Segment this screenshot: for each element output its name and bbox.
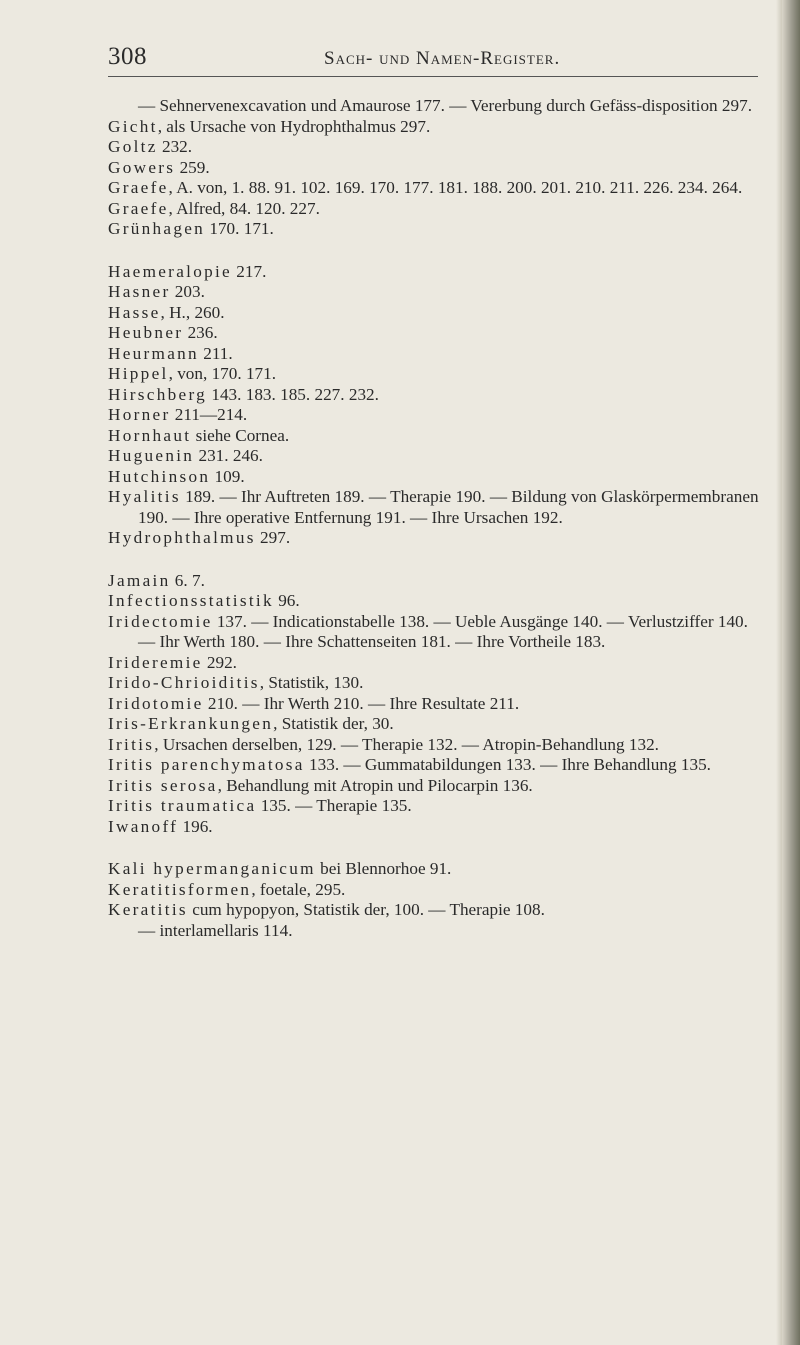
entry-headword: Heubner: [108, 323, 184, 342]
entry-references: , Behandlung mit Atropin und Pilocarpin 136.: [217, 775, 533, 795]
entry-headword: Hasse: [108, 302, 161, 322]
entry-headword: Irido-Chrioiditis: [108, 673, 260, 692]
entry-headword: Huguenin: [108, 446, 195, 465]
entry-references: — interlamellaris 114.: [138, 920, 293, 940]
entry-references: , Statistik, 130.: [259, 673, 364, 692]
header-rule: [108, 76, 758, 77]
index-entry: [108, 323, 768, 344]
entry-references: cum hypopyon, Statistik der, 100. — Therapie 108.: [187, 900, 545, 919]
index-entry: [108, 467, 768, 488]
index-entry: [108, 262, 768, 283]
index-entry: [108, 219, 768, 240]
index-entry: [108, 694, 768, 715]
entry-references: , foetale, 295.: [251, 879, 346, 899]
index-entry: [108, 178, 768, 199]
entry-references: 135. — Therapie 135.: [256, 796, 412, 815]
index-entry: [108, 735, 768, 756]
index-entry: [108, 385, 768, 406]
entry-references: 133. — Gummatabildungen 133. — Ihre Behandlung 135.: [304, 755, 711, 774]
index-entry: [108, 859, 768, 880]
page-header: [108, 43, 748, 73]
index-entry: [108, 591, 768, 612]
group-spacer: [108, 549, 768, 571]
entry-headword: Iritis traumatica: [108, 796, 257, 815]
entry-headword: Hornhaut: [108, 425, 192, 445]
index-entry: [108, 282, 768, 303]
entry-references: 210. — Ihr Werth 210. — Ihre Resultate 211.: [203, 693, 520, 713]
entry-references: , von, 170. 171.: [168, 364, 277, 383]
entry-references: 203.: [170, 282, 205, 301]
running-title: Sach- und Namen-Register.: [324, 48, 561, 69]
index-entry: [108, 900, 768, 921]
index-entry: [108, 796, 768, 817]
index-entry: [108, 528, 768, 549]
index-entry: [108, 673, 768, 694]
index-entry: [108, 776, 768, 797]
group-spacer: [108, 837, 768, 859]
index-entry: [108, 137, 768, 158]
entry-references: 232.: [157, 137, 193, 156]
entry-references: 236.: [183, 323, 218, 342]
entry-references: 143. 183. 185. 227. 232.: [207, 384, 379, 404]
entry-headword: Grünhagen: [108, 219, 206, 238]
index-entry: [108, 96, 768, 117]
entry-headword: Gowers: [108, 157, 176, 177]
entry-references: 259.: [175, 157, 210, 177]
entry-references: 170. 171.: [205, 219, 274, 238]
entry-headword: Kali hypermanganicum: [108, 859, 316, 878]
entry-references: 137. — Indicationstabelle 138. — Ueble Ausgänge 140. — Verlustziffer 140. — Ihr Werth 180. — Ihre Schattenseiten 181. — Ihre Vortheile 183.: [138, 611, 748, 651]
entry-headword: Iritis serosa: [108, 775, 218, 795]
entry-references: 292.: [202, 652, 237, 672]
entry-references: 189. — Ihr Auftreten 189. — Therapie 190. — Bildung von Glaskörpermembranen 190. — Ihre operative Entfernung 191. — Ihre Ursachen 192.: [138, 487, 759, 527]
entry-headword: Jamain: [108, 570, 171, 590]
entry-headword: Irideremie: [108, 652, 203, 672]
index-entry: [108, 921, 768, 942]
index-entry: [108, 653, 768, 674]
entry-headword: Hippel: [108, 364, 169, 383]
index-entry: [108, 817, 768, 838]
index-entry: [108, 755, 768, 776]
entry-references: , Statistik der, 30.: [273, 714, 394, 733]
entry-headword: Infectionsstatistik: [108, 591, 274, 610]
entry-references: 211.: [198, 343, 233, 363]
entry-references: 297.: [255, 528, 291, 547]
index-entry: [108, 426, 768, 447]
entry-references: 96.: [273, 591, 300, 610]
entry-headword: Horner: [108, 405, 171, 424]
entry-headword: Heurmann: [108, 343, 199, 363]
book-spine-edge: [782, 0, 800, 1345]
entry-headword: Goltz: [108, 137, 158, 156]
entry-headword: Hutchinson: [108, 466, 211, 486]
index-entry: [108, 117, 768, 138]
entry-references: bei Blennorhoe 91.: [315, 859, 452, 878]
entry-headword: Iritis parenchymatosa: [108, 755, 305, 774]
index-entry: [108, 303, 768, 324]
entry-references: siehe Cornea.: [191, 425, 290, 445]
entry-references: 231. 246.: [194, 446, 263, 465]
index-entry: [108, 405, 768, 426]
entry-references: 217.: [232, 261, 267, 281]
entry-references: , Ursachen derselben, 129. — Therapie 132. — Atropin-Behandlung 132.: [154, 734, 659, 754]
entry-headword: Graefe: [108, 178, 169, 197]
entry-references: , A. von, 1. 88. 91. 102. 169. 170. 177. 181. 188. 200. 201. 210. 211. 226. 234. 264.: [168, 178, 743, 197]
index-entries: [108, 96, 768, 941]
entry-references: , als Ursache von Hydrophthalmus 297.: [157, 116, 431, 136]
entry-references: 196.: [178, 816, 213, 836]
index-entry: [108, 199, 768, 220]
entry-references: 109.: [210, 466, 245, 486]
entry-headword: Graefe: [108, 198, 169, 218]
entry-headword: Gicht: [108, 116, 158, 136]
entry-headword: Iris-Erkrankungen: [108, 714, 274, 733]
index-entry: [108, 880, 768, 901]
entry-references: 6. 7.: [170, 570, 205, 590]
entry-references: — Sehnervenexcavation und Amaurose 177. — Vererbung durch Gefäss-disposition 297.: [138, 96, 753, 115]
entry-headword: Keratitisformen: [108, 879, 252, 899]
index-entry: [108, 344, 768, 365]
entry-headword: Iridectomie: [108, 611, 213, 631]
entry-references: 211—214.: [170, 405, 248, 424]
entry-headword: Haemeralopie: [108, 261, 232, 281]
index-entry: [108, 364, 768, 385]
entry-headword: Hasner: [108, 282, 171, 301]
entry-references: , H., 260.: [160, 302, 225, 322]
entry-headword: Hydrophthalmus: [108, 528, 256, 547]
entry-headword: Keratitis: [108, 900, 188, 919]
index-entry: [108, 158, 768, 179]
entry-references: , Alfred, 84. 120. 227.: [168, 198, 320, 218]
entry-headword: Iritis: [108, 734, 155, 754]
entry-headword: Hirschberg: [108, 384, 208, 404]
entry-headword: Iridotomie: [108, 693, 204, 713]
index-entry: [108, 487, 768, 528]
index-entry: [108, 571, 768, 592]
index-entry: [108, 612, 768, 653]
page-number: 308: [108, 43, 147, 70]
entry-headword: Hyalitis: [108, 487, 181, 506]
index-entry: [108, 714, 768, 735]
index-entry: [108, 446, 768, 467]
entry-headword: Iwanoff: [108, 816, 179, 836]
group-spacer: [108, 240, 768, 262]
